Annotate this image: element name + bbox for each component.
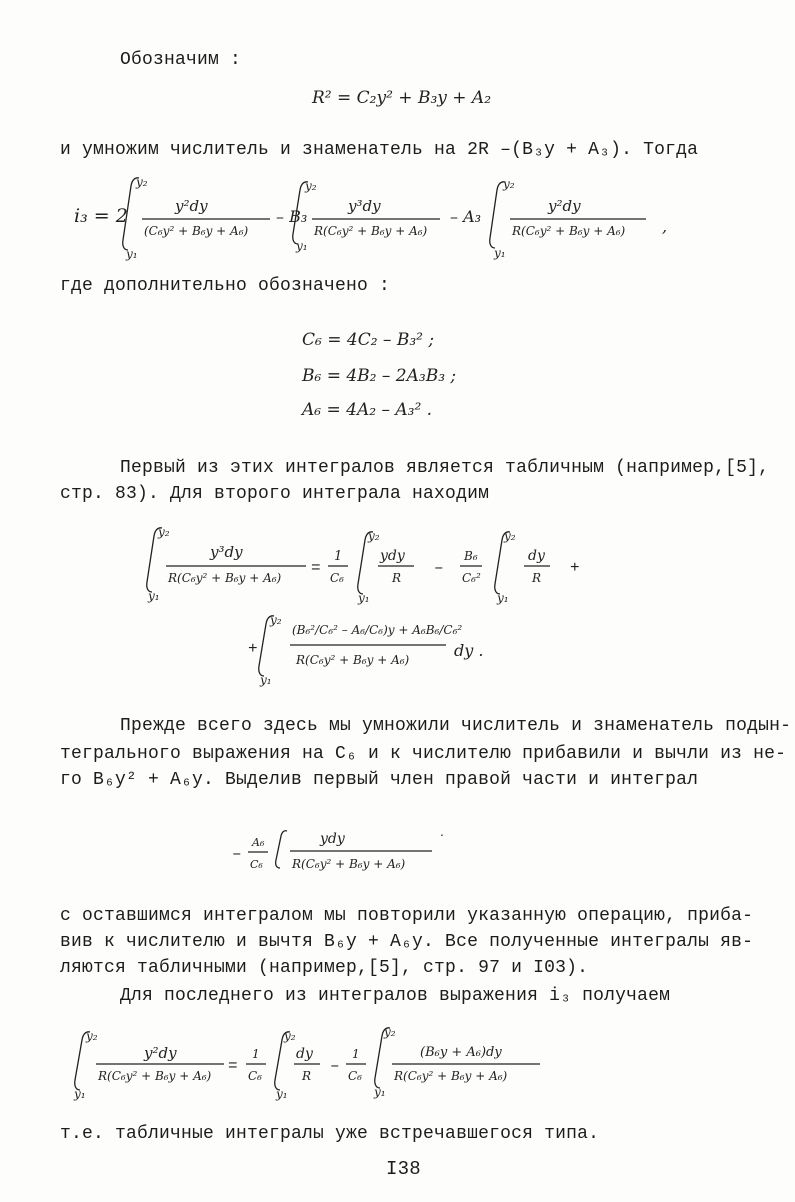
numerator: ydy: [380, 548, 405, 564]
upper-limit: y₂: [158, 525, 170, 539]
frac-c6: C₆: [348, 1069, 362, 1083]
para3-line1: с оставшимся интегралом мы повторили указанную операцию, приба-: [60, 906, 754, 926]
frac-c6: C₆: [250, 858, 263, 871]
para2-line3: го B₆y² + A₆y. Выделив первый член правой части и интеграл: [60, 770, 699, 790]
minus: –: [232, 845, 242, 863]
para3-line2: вив к числителю и вычтя B₆y + A₆y. Все полученные интегралы яв-: [60, 932, 754, 952]
numerator: y³dy: [348, 197, 381, 215]
frac-one: 1: [252, 1047, 260, 1061]
denominator: R(C₆y² + B₆y + A₆): [512, 224, 626, 238]
line-umnozhim: и умножим числитель и знаменатель на 2R –(B₃y + A₃). Тогда: [60, 140, 699, 160]
lower-limit: y₁: [358, 591, 370, 605]
frac-c6: C₆: [248, 1069, 262, 1083]
numerator: y²dy: [175, 197, 208, 215]
denominator: (C₆y² + B₆y + A₆): [144, 224, 249, 238]
upper-limit: y₂: [504, 529, 516, 543]
dot: .: [440, 825, 444, 839]
numerator: (B₆²/C₆² – A₆/C₆)y + A₆B₆/C₆²: [292, 623, 463, 637]
minus-a3: – A₃: [450, 207, 482, 226]
plus: +: [570, 559, 580, 577]
numerator: y²dy: [144, 1044, 177, 1062]
def-b6: B₆ = 4B₂ – 2A₃B₃ ;: [302, 366, 457, 386]
para3-line3: ляются табличными (например,[5], стр. 97 и I03).: [60, 958, 589, 978]
denominator: R(C₆y² + B₆y + A₆): [168, 571, 282, 585]
para2-line2: тегрального выражения на C₆ и к числителю прибавили и вычли из не-: [60, 744, 787, 764]
minus-b3: – B₃: [276, 207, 308, 226]
plus: +: [248, 640, 258, 658]
def-c6: C₆ = 4C₂ – B₃² ;: [302, 330, 435, 350]
denominator: R(C₆y² + B₆y + A₆): [292, 857, 406, 871]
comma: ,: [662, 217, 668, 236]
upper-limit: y₂: [284, 1029, 296, 1043]
denominator: R: [392, 571, 402, 585]
frac-one: 1: [352, 1047, 360, 1061]
para1-line2: стр. 83). Для второго интеграла находим: [60, 484, 490, 504]
para2-line1: Прежде всего здесь мы умножили числитель и знаменатель подын-: [120, 716, 792, 736]
numerator: y²dy: [548, 197, 581, 215]
lower-limit: y₁: [494, 246, 506, 260]
lower-limit: y₁: [260, 673, 272, 687]
lower-limit: y₁: [374, 1085, 386, 1099]
minus: –: [330, 1057, 340, 1075]
upper-limit: y₂: [136, 175, 148, 189]
lower-limit: y₁: [148, 589, 160, 603]
para1-line1: Первый из этих интегралов является табличным (например,[5],: [120, 458, 770, 478]
frac-b6: B₆: [464, 549, 478, 563]
numerator: ydy: [320, 831, 345, 847]
denominator: R: [302, 1069, 312, 1083]
para4-line1: Для последнего из интегралов выражения i₃ получаем: [120, 986, 671, 1006]
def-a6: A₆ = 4A₂ – A₃² .: [302, 400, 433, 420]
dy-dot: dy .: [454, 641, 484, 660]
upper-limit: y₂: [368, 529, 380, 543]
denominator: R(C₆y² + B₆y + A₆): [314, 224, 428, 238]
upper-limit: y₂: [503, 177, 515, 191]
denominator: R: [532, 571, 542, 585]
numerator: dy: [296, 1046, 313, 1062]
eq-r-squared: R² = C₂y² + B₃y + A₂: [312, 88, 492, 108]
i3-lhs: i₃ = 2: [74, 205, 128, 227]
lower-limit: y₁: [296, 239, 308, 253]
numerator: (B₆y + A₆)dy: [420, 1045, 502, 1060]
lower-limit: y₁: [276, 1087, 288, 1101]
minus: –: [434, 559, 444, 577]
equals: =: [311, 559, 321, 577]
line-oboznachim: Обозначим :: [120, 50, 242, 70]
lower-limit: y₁: [126, 247, 138, 261]
lower-limit: y₁: [74, 1087, 86, 1101]
upper-limit: y₂: [270, 613, 282, 627]
numerator: y³dy: [210, 543, 243, 561]
final-line: т.е. табличные интегралы уже встречавшегося типа.: [60, 1124, 600, 1144]
denominator: R(C₆y² + B₆y + A₆): [296, 653, 410, 667]
equals: =: [228, 1057, 238, 1075]
frac-c6sq: C₆²: [462, 571, 481, 585]
upper-limit: y₂: [384, 1025, 396, 1039]
page-number: I38: [386, 1158, 421, 1180]
frac-one: 1: [334, 549, 343, 564]
frac-a6: A₆: [252, 836, 265, 849]
line-gde: где дополнительно обозначено :: [60, 276, 391, 296]
numerator: dy: [528, 548, 545, 564]
upper-limit: y₂: [86, 1029, 98, 1043]
upper-limit: y₂: [305, 179, 317, 193]
frac-c6: C₆: [330, 571, 344, 585]
denominator: R(C₆y² + B₆y + A₆): [98, 1069, 212, 1083]
lower-limit: y₁: [497, 591, 509, 605]
denominator: R(C₆y² + B₆y + A₆): [394, 1069, 508, 1083]
